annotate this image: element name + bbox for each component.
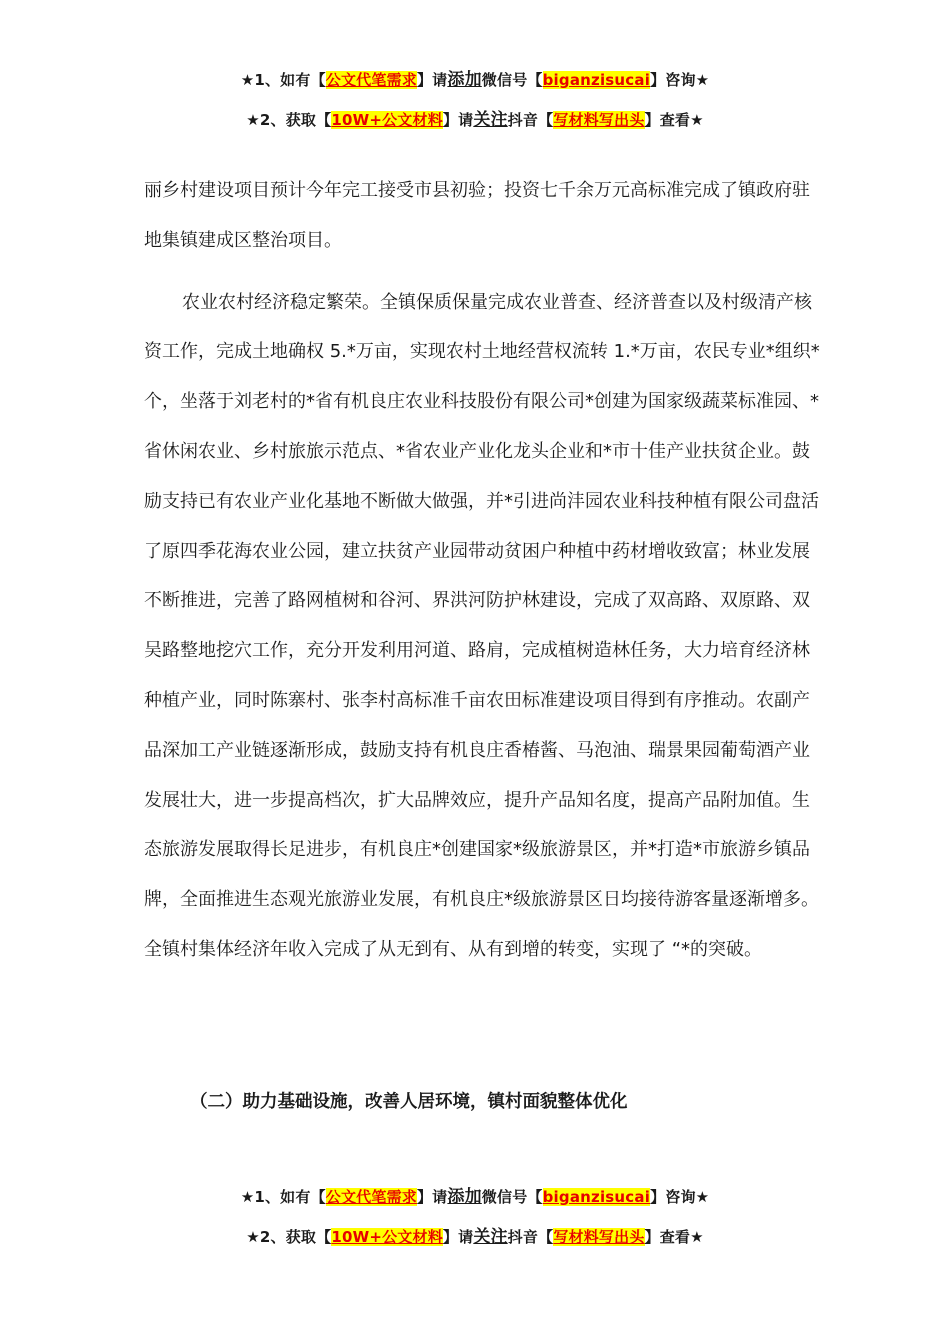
banner-text: ★2、获取【 [246,111,332,129]
paragraph-agriculture: 农业农村经济稳定繁荣。全镇保质保量完成农业普查、经济普查以及村级清产核资工作，完成土地确权 5.*万亩，实现农村土地经营权流转 1.*万亩，农民专业*组织*个，坐落于刘老村的*省有机良庄农业科技股份有限公司*创建为国家级蔬菜标准园、*省休闲农业、乡村旅旅示范点、*省农业产业化龙头企业和*市十佳产业扶贫企业。鼓励支持已有农业产业化基地不断做大做强，并*引进尚沣园农业科技种植有限公司盘活了原四季花海农业公园，建立扶贫产业园带动贫困户种植中药材增收致富；林业发展不断推进，完善了路网植树和谷河、界洪河防护林建设，完成了双高路、双原路、双吴路整地挖穴工作，充分开发利用河道、路肩，完成植树造林任务，大力培育经济林种植产业，同时陈寨村、张李村高标准千亩农田标准建设项目得到有序推动。农副产品深加工产业链逐渐形成，鼓励支持有机良庄香椿酱、马泡油、瑞景果园葡萄酒产业发展壮大，进一步提高档次，扩大品牌效应，提升产品知名度，提高产品附加值。生态旅游发展取得长足进步，有机良庄*创建国家*级旅游景区，并*打造*市旅游乡镇品牌，全面推进生态观光旅游业发展，有机良庄*级旅游景区日均接待游客量逐渐增多。全镇村集体经济年收入完成了从无到有、从有到增的转变，实现了 “*的突破。 [144,291,820,960]
wechat-id: biganzisucai [542,1188,651,1206]
banner-text: 抖音【 [507,1228,554,1246]
banner-line-1 [0,70,950,90]
banner-text: 】查看★ [644,1228,704,1246]
banner-text: 】查看★ [644,111,704,129]
douyin-id: 写材料写出头 [553,111,645,129]
douyin-id: 写材料写出头 [553,1228,645,1246]
banner-line-2 [0,1227,950,1247]
banner-text: ★2、获取【 [246,1228,332,1246]
banner-text: 】请 [416,71,448,89]
banner-text: ★1、如有【 [240,1188,326,1206]
highlight-text: 公文代笔需求 [325,1188,417,1206]
bottom-banner [0,1187,950,1247]
banner-text: 】咨询★ [650,71,710,89]
banner-text: 】请 [442,111,474,129]
underlined-text: 关注 [473,1227,508,1247]
highlight-text: 10W+公文材料 [331,111,443,129]
underlined-text: 添加 [447,70,482,90]
section-heading: （二）助力基础设施，改善人居环境，镇村面貌整体优化 [190,1092,628,1112]
banner-text: ★1、如有【 [240,71,326,89]
banner-text: 抖音【 [507,111,554,129]
banner-text: 】请 [416,1188,448,1206]
highlight-text: 公文代笔需求 [325,71,417,89]
paragraph-continued: 丽乡村建设项目预计今年完工接受市县初验；投资七千余万元高标准完成了镇政府驻地集镇建成区整治项目。 [144,180,810,251]
underlined-text: 关注 [473,110,508,130]
banner-text: 微信号【 [481,71,543,89]
underlined-text: 添加 [447,1187,482,1207]
banner-text: 】请 [442,1228,474,1246]
banner-line-2 [0,110,950,130]
document-body [144,166,820,975]
wechat-id: biganzisucai [542,71,651,89]
highlight-text: 10W+公文材料 [331,1228,443,1246]
banner-line-1 [0,1187,950,1207]
banner-text: 】咨询★ [650,1188,710,1206]
top-banner [0,70,950,130]
banner-text: 微信号【 [481,1188,543,1206]
